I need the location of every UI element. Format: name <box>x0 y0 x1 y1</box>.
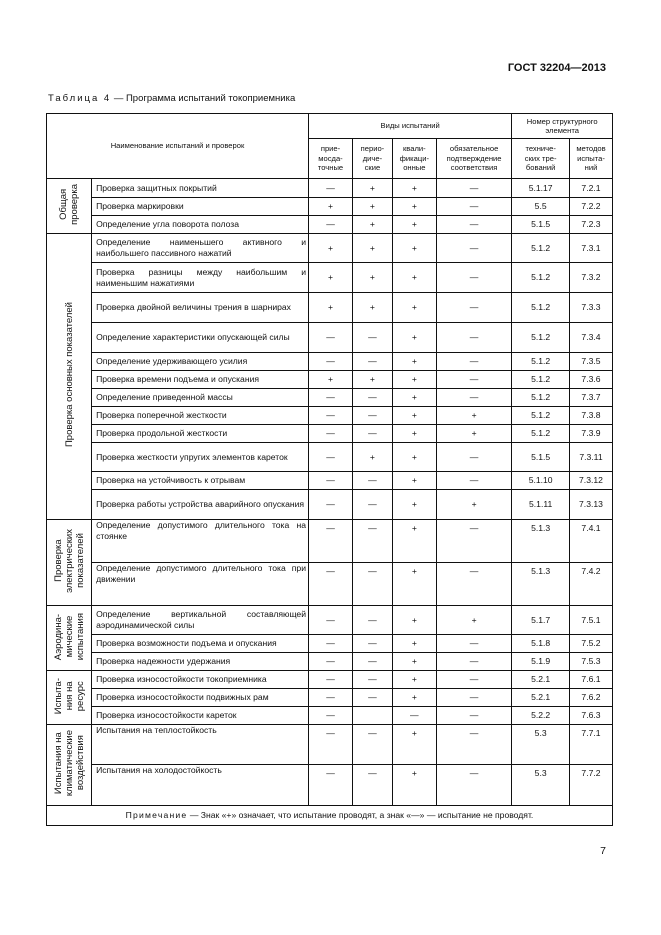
table-row <box>47 606 613 635</box>
standard-number: ГОСТ 32204—2013 <box>507 62 606 74</box>
cell-acceptance: + <box>309 198 353 216</box>
cell-qualification: + <box>392 563 436 606</box>
test-name: Проверка защитных покрытий <box>92 179 309 198</box>
test-name: Определение характеристики опускающей силы <box>92 323 309 353</box>
header-element-number: Номер структурного элемента <box>512 114 613 139</box>
group-label: Проверка электрических показателей <box>52 529 86 593</box>
cell-test-method: 7.4.1 <box>569 520 612 563</box>
test-name: Определение угла поворота полоза <box>92 216 309 234</box>
cell-test-method: 7.2.3 <box>569 216 612 234</box>
cell-certification: — <box>436 389 511 407</box>
cell-qualification: + <box>392 234 436 263</box>
test-name: Определение приведенной массы <box>92 389 309 407</box>
cell-certification: — <box>436 707 511 725</box>
cell-qualification: + <box>392 606 436 635</box>
cell-tech-req: 5.1.10 <box>512 472 570 490</box>
cell-periodic: — <box>353 765 393 806</box>
cell-tech-req: 5.1.2 <box>512 234 570 263</box>
cell-certification: — <box>436 472 511 490</box>
test-name: Испытания на теплостойкость <box>92 725 309 765</box>
group-label: Общая проверка <box>58 184 81 225</box>
table-row <box>47 216 613 234</box>
cell-test-method: 7.6.1 <box>569 671 612 689</box>
note-text: — Знак «+» означает, что испытание проводят, а знак «—» — испытание не проводят. <box>189 810 534 820</box>
cell-qualification: + <box>392 216 436 234</box>
cell-test-method: 7.3.9 <box>569 425 612 443</box>
cell-certification: + <box>436 490 511 520</box>
test-name: Определение допустимого длительного тока при движении <box>92 563 309 606</box>
cell-tech-req: 5.1.8 <box>512 635 570 653</box>
cell-tech-req: 5.1.2 <box>512 425 570 443</box>
cell-periodic: — <box>353 725 393 765</box>
test-name: Проверка времени подъема и опускания <box>92 371 309 389</box>
table-row <box>47 725 613 765</box>
test-name: Определение вертикальной составляющей аэродинамической силы <box>92 606 309 635</box>
cell-acceptance: — <box>309 407 353 425</box>
cell-acceptance: — <box>309 472 353 490</box>
cell-tech-req: 5.1.7 <box>512 606 570 635</box>
cell-periodic: — <box>353 520 393 563</box>
cell-test-method: 7.3.6 <box>569 371 612 389</box>
cell-tech-req: 5.1.2 <box>512 371 570 389</box>
cell-qualification: + <box>392 293 436 323</box>
cell-tech-req: 5.1.2 <box>512 389 570 407</box>
cell-certification: — <box>436 263 511 293</box>
table-row <box>47 425 613 443</box>
table-row <box>47 520 613 563</box>
cell-acceptance: — <box>309 323 353 353</box>
cell-tech-req: 5.1.5 <box>512 443 570 472</box>
cell-tech-req: 5.1.5 <box>512 216 570 234</box>
cell-acceptance: + <box>309 293 353 323</box>
cell-periodic: — <box>353 425 393 443</box>
cell-qualification: + <box>392 689 436 707</box>
group-label: Испыта- ния на ресурс <box>52 677 86 715</box>
cell-qualification: + <box>392 198 436 216</box>
cell-acceptance: — <box>309 520 353 563</box>
cell-acceptance: — <box>309 606 353 635</box>
cell-tech-req: 5.1.3 <box>512 563 570 606</box>
test-name: Испытания на холодостойкость <box>92 765 309 806</box>
cell-tech-req: 5.2.1 <box>512 671 570 689</box>
cell-tech-req: 5.3 <box>512 725 570 765</box>
cell-acceptance: — <box>309 689 353 707</box>
cell-test-method: 7.6.2 <box>569 689 612 707</box>
cell-tech-req: 5.1.2 <box>512 293 570 323</box>
test-name: Определение наименьшего активного и наибольшего пассивного нажатий <box>92 234 309 263</box>
cell-certification: — <box>436 520 511 563</box>
cell-periodic: + <box>353 371 393 389</box>
cell-acceptance: — <box>309 707 353 725</box>
cell-test-method: 7.3.2 <box>569 263 612 293</box>
test-name: Проверка возможности подъема и опускания <box>92 635 309 653</box>
cell-certification: + <box>436 425 511 443</box>
cell-acceptance: — <box>309 216 353 234</box>
test-name: Определение допустимого длительного тока на стоянке <box>92 520 309 563</box>
cell-certification: — <box>436 725 511 765</box>
test-name: Проверка маркировки <box>92 198 309 216</box>
table-row <box>47 293 613 323</box>
cell-periodic: — <box>353 689 393 707</box>
cell-periodic: + <box>353 216 393 234</box>
cell-certification: — <box>436 293 511 323</box>
cell-tech-req: 5.1.2 <box>512 323 570 353</box>
cell-certification: + <box>436 407 511 425</box>
cell-qualification: + <box>392 671 436 689</box>
header-certification: обязательное подтверждение соответствия <box>436 139 511 179</box>
test-name: Проверка надежности удержания <box>92 653 309 671</box>
cell-qualification: + <box>392 490 436 520</box>
table-row <box>47 563 613 606</box>
header-name: Наименование испытаний и проверок <box>47 114 309 179</box>
group-label: Проверка основных показателей <box>63 302 75 448</box>
cell-periodic: — <box>353 353 393 371</box>
cell-test-method: 7.2.1 <box>569 179 612 198</box>
caption-label: Таблица 4 <box>48 93 112 104</box>
cell-acceptance: — <box>309 353 353 371</box>
header-tech-req: техниче- ских тре- бований <box>512 139 570 179</box>
cell-periodic <box>353 707 393 725</box>
cell-periodic: + <box>353 179 393 198</box>
test-name: Проверка жесткости упругих элементов кареток <box>92 443 309 472</box>
header-qualification: квали- фикаци- онные <box>392 139 436 179</box>
cell-test-method: 7.3.1 <box>569 234 612 263</box>
table-row <box>47 353 613 371</box>
cell-qualification: + <box>392 725 436 765</box>
cell-acceptance: — <box>309 490 353 520</box>
cell-qualification: + <box>392 263 436 293</box>
cell-tech-req: 5.1.9 <box>512 653 570 671</box>
cell-test-method: 7.5.3 <box>569 653 612 671</box>
cell-certification: — <box>436 371 511 389</box>
cell-qualification: + <box>392 520 436 563</box>
cell-certification: — <box>436 689 511 707</box>
cell-test-method: 7.7.2 <box>569 765 612 806</box>
cell-acceptance: — <box>309 635 353 653</box>
cell-tech-req: 5.3 <box>512 765 570 806</box>
cell-periodic: + <box>353 234 393 263</box>
cell-periodic: — <box>353 472 393 490</box>
test-name: Проверка износостойкости подвижных рам <box>92 689 309 707</box>
cell-qualification: + <box>392 389 436 407</box>
cell-qualification: + <box>392 472 436 490</box>
cell-acceptance: — <box>309 653 353 671</box>
cell-qualification: + <box>392 443 436 472</box>
header-test-methods: методов испыта- ний <box>569 139 612 179</box>
cell-qualification: — <box>392 707 436 725</box>
table-row <box>47 653 613 671</box>
cell-test-method: 7.5.2 <box>569 635 612 653</box>
group-cell <box>47 179 92 234</box>
cell-certification: — <box>436 179 511 198</box>
cell-test-method: 7.3.13 <box>569 490 612 520</box>
cell-qualification: + <box>392 371 436 389</box>
cell-certification: — <box>436 653 511 671</box>
cell-test-method: 7.7.1 <box>569 725 612 765</box>
group-label: Аэродина- мические испытания <box>52 612 86 661</box>
group-cell <box>47 725 92 806</box>
group-cell <box>47 234 92 520</box>
test-name: Проверка разницы между наибольшим и наименьшим нажатиями <box>92 263 309 293</box>
cell-certification: — <box>436 671 511 689</box>
cell-acceptance: — <box>309 725 353 765</box>
cell-acceptance: — <box>309 179 353 198</box>
cell-test-method: 7.3.4 <box>569 323 612 353</box>
cell-certification: — <box>436 353 511 371</box>
cell-periodic: — <box>353 671 393 689</box>
test-name: Проверка износостойкости кареток <box>92 707 309 725</box>
cell-certification: — <box>436 443 511 472</box>
cell-test-method: 7.2.2 <box>569 198 612 216</box>
cell-qualification: + <box>392 765 436 806</box>
header-acceptance: прие- мосда- точные <box>309 139 353 179</box>
cell-tech-req: 5.1.2 <box>512 263 570 293</box>
test-name: Проверка продольной жесткости <box>92 425 309 443</box>
cell-periodic: — <box>353 490 393 520</box>
cell-test-method: 7.4.2 <box>569 563 612 606</box>
table-row <box>47 371 613 389</box>
cell-acceptance: + <box>309 263 353 293</box>
table-row <box>47 179 613 198</box>
cell-certification: — <box>436 198 511 216</box>
table-row <box>47 263 613 293</box>
cell-acceptance: — <box>309 765 353 806</box>
header-test-kinds: Виды испытаний <box>309 114 512 139</box>
table-row <box>47 689 613 707</box>
cell-test-method: 7.6.3 <box>569 707 612 725</box>
cell-periodic: — <box>353 389 393 407</box>
cell-qualification: + <box>392 323 436 353</box>
cell-acceptance: — <box>309 563 353 606</box>
table-row <box>47 323 613 353</box>
cell-tech-req: 5.1.2 <box>512 407 570 425</box>
table-row <box>47 635 613 653</box>
cell-tech-req: 5.5 <box>512 198 570 216</box>
cell-periodic: + <box>353 263 393 293</box>
cell-qualification: + <box>392 353 436 371</box>
cell-acceptance: — <box>309 425 353 443</box>
table-note <box>47 806 613 826</box>
cell-qualification: + <box>392 635 436 653</box>
test-name: Проверка на устойчивость к отрывам <box>92 472 309 490</box>
cell-certification: — <box>436 216 511 234</box>
caption-dash: — <box>113 93 124 104</box>
cell-tech-req: 5.2.1 <box>512 689 570 707</box>
cell-periodic: — <box>353 407 393 425</box>
table-row <box>47 407 613 425</box>
cell-periodic: — <box>353 635 393 653</box>
cell-periodic: + <box>353 443 393 472</box>
table-row <box>47 472 613 490</box>
cell-certification: — <box>436 635 511 653</box>
cell-test-method: 7.3.7 <box>569 389 612 407</box>
test-name: Проверка поперечной жесткости <box>92 407 309 425</box>
cell-qualification: + <box>392 407 436 425</box>
cell-acceptance: + <box>309 234 353 263</box>
cell-certification: — <box>436 765 511 806</box>
cell-certification: — <box>436 563 511 606</box>
group-cell <box>47 520 92 606</box>
cell-test-method: 7.3.3 <box>569 293 612 323</box>
cell-qualification: + <box>392 425 436 443</box>
cell-tech-req: 5.1.17 <box>512 179 570 198</box>
cell-qualification: + <box>392 653 436 671</box>
table-row <box>47 707 613 725</box>
cell-tech-req: 5.1.3 <box>512 520 570 563</box>
test-name: Проверка работы устройства аварийного опускания <box>92 490 309 520</box>
table-row <box>47 234 613 263</box>
cell-periodic: — <box>353 606 393 635</box>
cell-test-method: 7.3.12 <box>569 472 612 490</box>
cell-certification: — <box>436 323 511 353</box>
cell-qualification: + <box>392 179 436 198</box>
group-cell <box>47 671 92 725</box>
test-name: Проверка износостойкости токоприемника <box>92 671 309 689</box>
table-row <box>47 389 613 407</box>
test-program-table <box>46 113 613 826</box>
header-periodic: перио- диче- ские <box>353 139 393 179</box>
cell-acceptance: — <box>309 389 353 407</box>
test-name: Проверка двойной величины трения в шарнирах <box>92 293 309 323</box>
group-label: Испытания на климатические воздействия <box>52 730 86 797</box>
cell-test-method: 7.5.1 <box>569 606 612 635</box>
test-name: Определение удерживающего усилия <box>92 353 309 371</box>
cell-tech-req: 5.2.2 <box>512 707 570 725</box>
table-row <box>47 198 613 216</box>
table-caption <box>48 93 295 104</box>
cell-acceptance: + <box>309 371 353 389</box>
table-row <box>47 671 613 689</box>
cell-acceptance: — <box>309 443 353 472</box>
table-row <box>47 490 613 520</box>
cell-periodic: — <box>353 653 393 671</box>
cell-periodic: — <box>353 563 393 606</box>
page-number: 7 <box>600 845 606 857</box>
cell-tech-req: 5.1.2 <box>512 353 570 371</box>
cell-periodic: + <box>353 198 393 216</box>
cell-certification: + <box>436 606 511 635</box>
cell-test-method: 7.3.8 <box>569 407 612 425</box>
cell-test-method: 7.3.11 <box>569 443 612 472</box>
note-label: Примечание <box>125 810 188 820</box>
cell-certification: — <box>436 234 511 263</box>
cell-tech-req: 5.1.11 <box>512 490 570 520</box>
cell-periodic: + <box>353 293 393 323</box>
table-row <box>47 443 613 472</box>
cell-periodic: — <box>353 323 393 353</box>
cell-test-method: 7.3.5 <box>569 353 612 371</box>
caption-title: Программа испытаний токоприемника <box>125 93 296 104</box>
group-cell <box>47 606 92 671</box>
table-row <box>47 765 613 806</box>
cell-acceptance: — <box>309 671 353 689</box>
